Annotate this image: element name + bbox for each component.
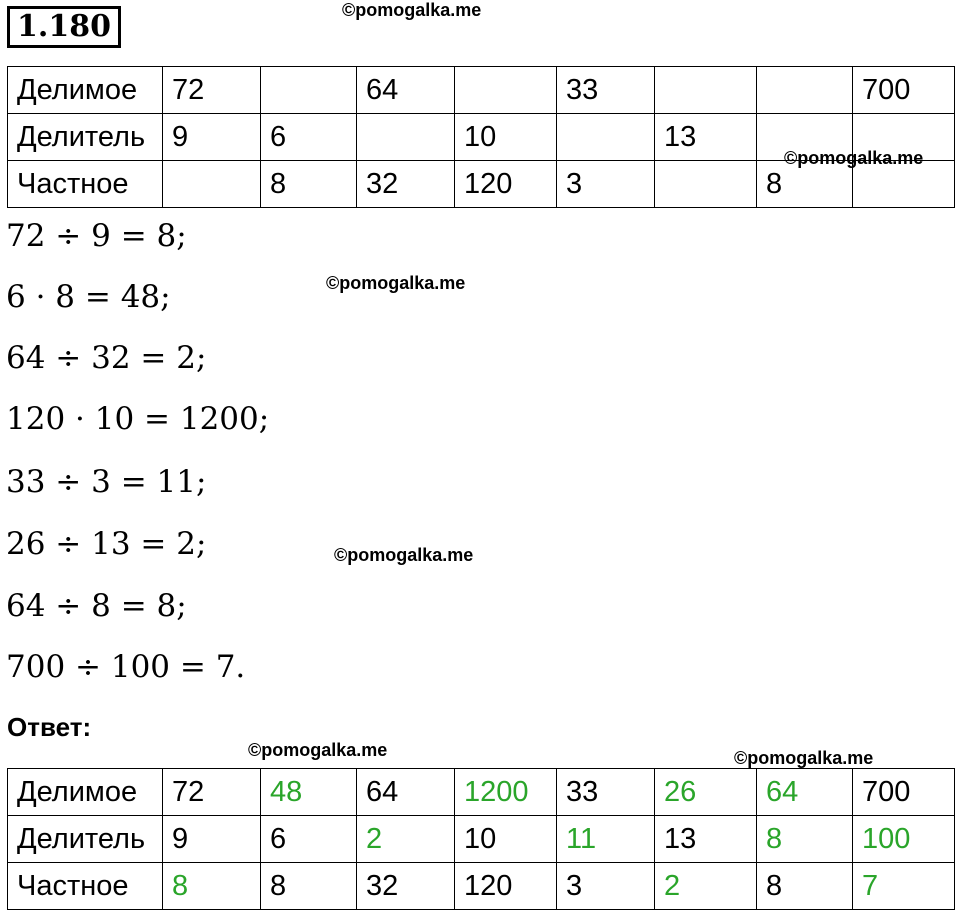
- watermark: ©pomogalka.me: [334, 545, 474, 565]
- answer-cell-filled: 8: [163, 863, 261, 910]
- watermark: ©pomogalka.me: [248, 740, 388, 760]
- task-cell: [357, 114, 455, 161]
- task-cell: 6: [261, 114, 357, 161]
- row-label-dividend: Делимое: [8, 67, 163, 114]
- dividend-row: [8, 769, 955, 816]
- answer-cell-filled: 11: [557, 816, 655, 863]
- answer-cell-filled: 1200: [455, 769, 557, 816]
- watermark: ©pomogalka.me: [784, 148, 924, 168]
- task-table: [7, 66, 955, 208]
- watermark: ©pomogalka.me: [326, 273, 466, 293]
- answer-cell: 13: [655, 816, 757, 863]
- row-label-divisor: Делитель: [8, 816, 163, 863]
- task-cell: 120: [455, 161, 557, 208]
- solution-line: 72 ÷ 9 = 8;: [6, 218, 187, 254]
- watermark: ©pomogalka.me: [734, 748, 874, 768]
- answer-cell-filled: 2: [357, 816, 455, 863]
- answer-cell: 700: [853, 769, 955, 816]
- answer-cell: 3: [557, 863, 655, 910]
- solution-line: 33 ÷ 3 = 11;: [6, 464, 207, 500]
- problem-number: 1.180: [7, 6, 121, 48]
- dividend-row: [8, 67, 955, 114]
- answer-cell: 10: [455, 816, 557, 863]
- task-cell: 700: [853, 67, 955, 114]
- task-cell: 64: [357, 67, 455, 114]
- solution-line: 700 ÷ 100 = 7.: [6, 649, 246, 685]
- task-cell: 10: [455, 114, 557, 161]
- quotient-row: [8, 863, 955, 910]
- task-cell: [163, 161, 261, 208]
- answer-cell-filled: 48: [261, 769, 357, 816]
- answer-label: Ответ:: [7, 712, 92, 742]
- answer-cell: 64: [357, 769, 455, 816]
- answer-cell: 9: [163, 816, 261, 863]
- task-cell: 9: [163, 114, 261, 161]
- answer-cell: 33: [557, 769, 655, 816]
- task-cell: [655, 161, 757, 208]
- task-cell: 33: [557, 67, 655, 114]
- answer-cell-filled: 64: [757, 769, 853, 816]
- task-cell: [261, 67, 357, 114]
- solution-line: 64 ÷ 32 = 2;: [6, 340, 207, 376]
- answer-cell: 8: [261, 863, 357, 910]
- task-cell: 13: [655, 114, 757, 161]
- solution-line: 64 ÷ 8 = 8;: [6, 588, 187, 624]
- divisor-row: [8, 816, 955, 863]
- answer-cell: 32: [357, 863, 455, 910]
- row-label-dividend: Делимое: [8, 769, 163, 816]
- task-cell: 3: [557, 161, 655, 208]
- task-cell: 72: [163, 67, 261, 114]
- task-cell: [455, 67, 557, 114]
- solution-line: 120 · 10 = 1200;: [6, 401, 270, 437]
- task-cell: 8: [757, 161, 853, 208]
- task-cell: [757, 67, 853, 114]
- answer-cell-filled: 100: [853, 816, 955, 863]
- task-cell: [655, 67, 757, 114]
- answer-cell-filled: 26: [655, 769, 757, 816]
- answer-cell: 6: [261, 816, 357, 863]
- answer-cell-filled: 7: [853, 863, 955, 910]
- answer-cell: 72: [163, 769, 261, 816]
- task-cell: 32: [357, 161, 455, 208]
- answer-cell: 8: [757, 863, 853, 910]
- solution-line: 26 ÷ 13 = 2;: [6, 526, 207, 562]
- row-label-divisor: Делитель: [8, 114, 163, 161]
- answer-table: [7, 768, 955, 910]
- watermark: ©pomogalka.me: [342, 0, 482, 20]
- answer-cell-filled: 2: [655, 863, 757, 910]
- task-cell: 8: [261, 161, 357, 208]
- row-label-quotient: Частное: [8, 863, 163, 910]
- solution-line: 6 · 8 = 48;: [6, 279, 171, 315]
- row-label-quotient: Частное: [8, 161, 163, 208]
- answer-cell: 120: [455, 863, 557, 910]
- task-cell: [557, 114, 655, 161]
- answer-cell-filled: 8: [757, 816, 853, 863]
